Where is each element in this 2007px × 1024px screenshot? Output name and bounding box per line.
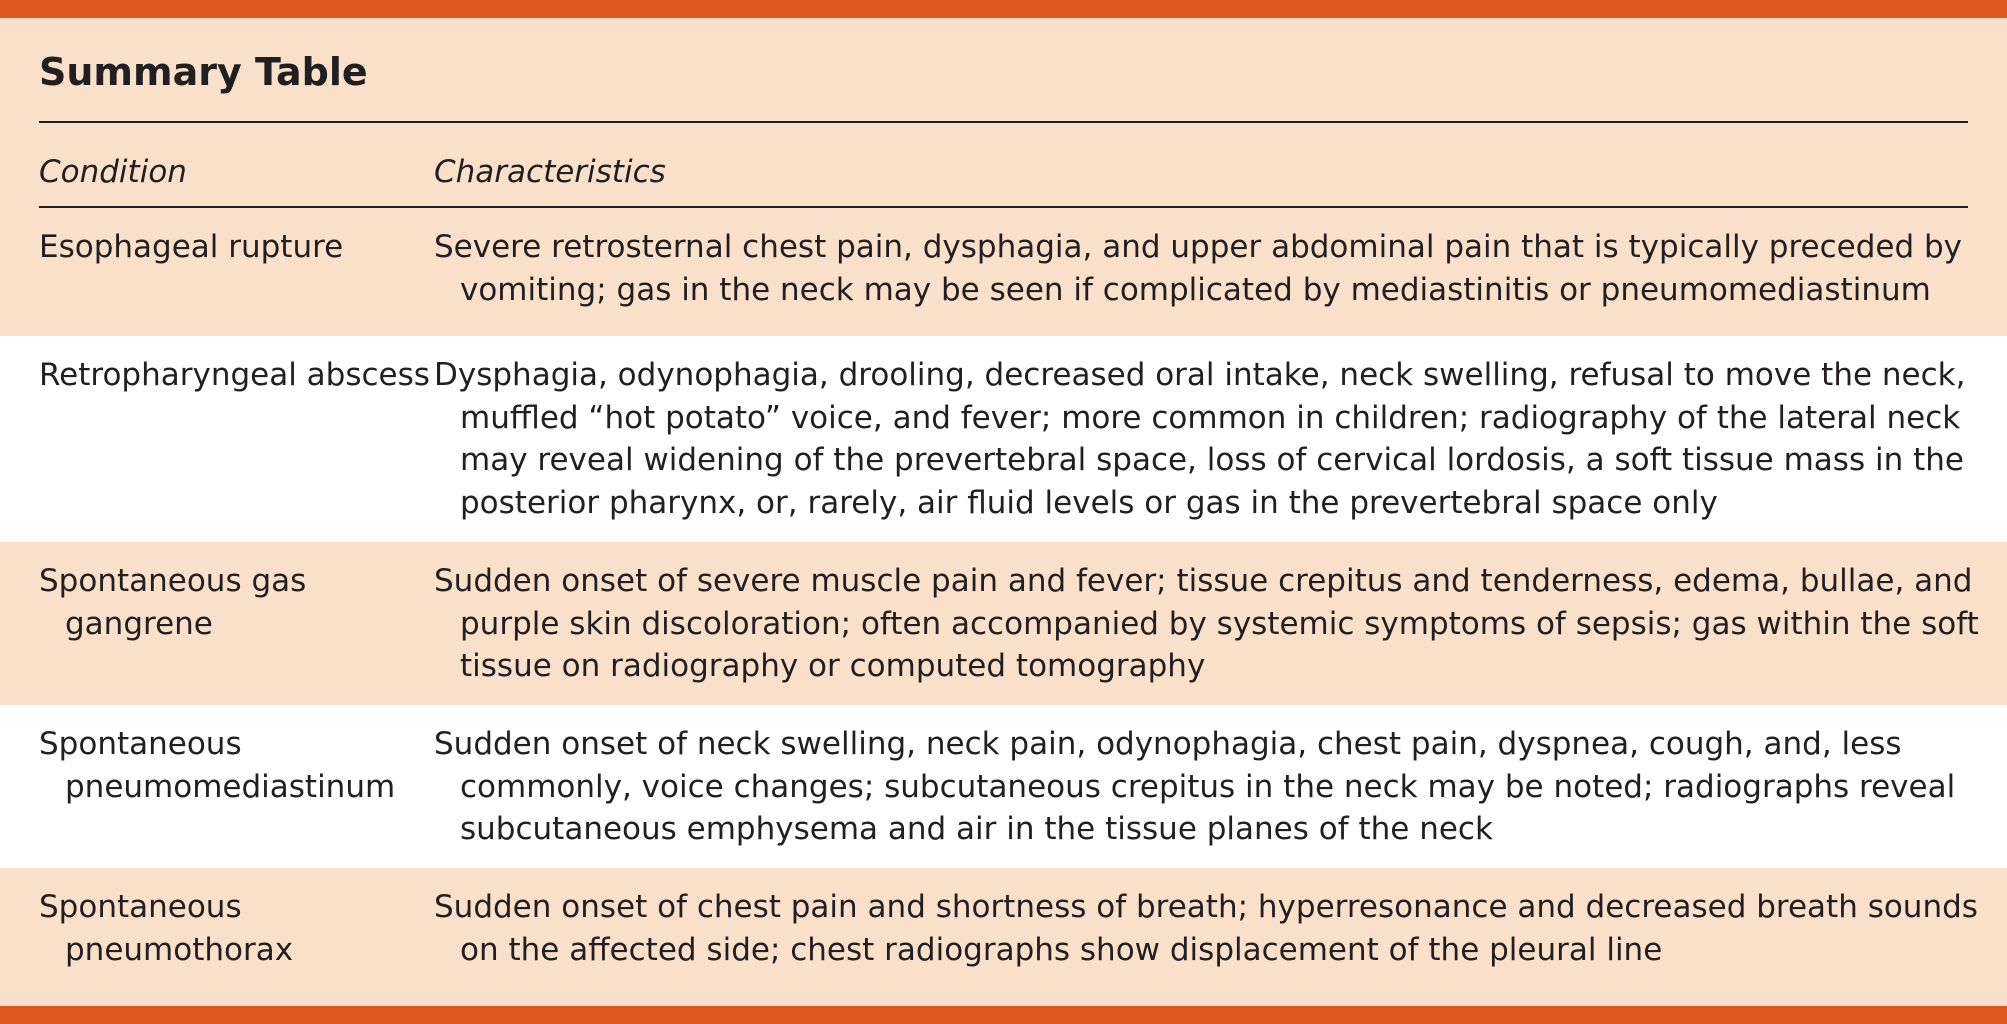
characteristics-cell: Sudden onset of severe muscle pain and fever; tissue crepitus and tenderness, edema, bullae, and purple skin discoloration; often accompanied by systemic symptoms of sepsis; gas within the soft tissue on radiography or computed tomography [434, 563, 1979, 684]
condition-cell: Spontaneous gas gangrene [39, 563, 307, 642]
table-row-retropharyngeal-abscess [0, 336, 2007, 542]
characteristics-cell: Dysphagia, odynophagia, drooling, decreased oral intake, neck swelling, refusal to move the neck, muffled “hot potato” voice, and fever; more common in children; radiography of the lateral neck may reveal widening of the prevertebral space, loss of cervical lordosis, a soft tissue mass in the posterior pharynx, or, rarely, air fluid levels or gas in the prevertebral space only [434, 357, 1966, 521]
condition-cell: Spontaneous pneumothorax [39, 889, 294, 968]
condition-cell: Retropharyngeal abscess [39, 357, 430, 393]
title-rule [39, 121, 1968, 123]
top-accent-bar [0, 0, 2007, 18]
table-row-spontaneous-gas-gangrene [0, 542, 2007, 705]
condition-cell: Esophageal rupture [39, 229, 344, 265]
table-row-spontaneous-pneumothorax [0, 868, 2007, 1006]
table-title: Summary Table [39, 50, 368, 94]
characteristics-cell: Sudden onset of neck swelling, neck pain, odynophagia, chest pain, dyspnea, cough, and, less commonly, voice changes; subcutaneous crepitus in the neck may be noted; radiographs reveal subcutaneous emphysema and air in the tissue planes of the neck [434, 726, 1956, 847]
column-header-condition: Condition [39, 154, 187, 190]
characteristics-cell: Sudden onset of chest pain and shortness of breath; hyperresonance and decreased breath sounds on the affected side; chest radiographs show displacement of the pleural line [434, 889, 1978, 968]
characteristics-cell: Severe retrosternal chest pain, dysphagia, and upper abdominal pain that is typically preceded by vomiting; gas in the neck may be seen if complicated by mediastinitis or pneumomediastinum [434, 229, 1963, 308]
bottom-accent-bar [0, 1006, 2007, 1024]
column-header-characteristics: Characteristics [434, 154, 666, 190]
table-row-esophageal-rupture [0, 208, 2007, 336]
table-row-spontaneous-pneumomediastinum [0, 705, 2007, 868]
condition-cell: Spontaneous pneumomediastinum [39, 726, 396, 805]
